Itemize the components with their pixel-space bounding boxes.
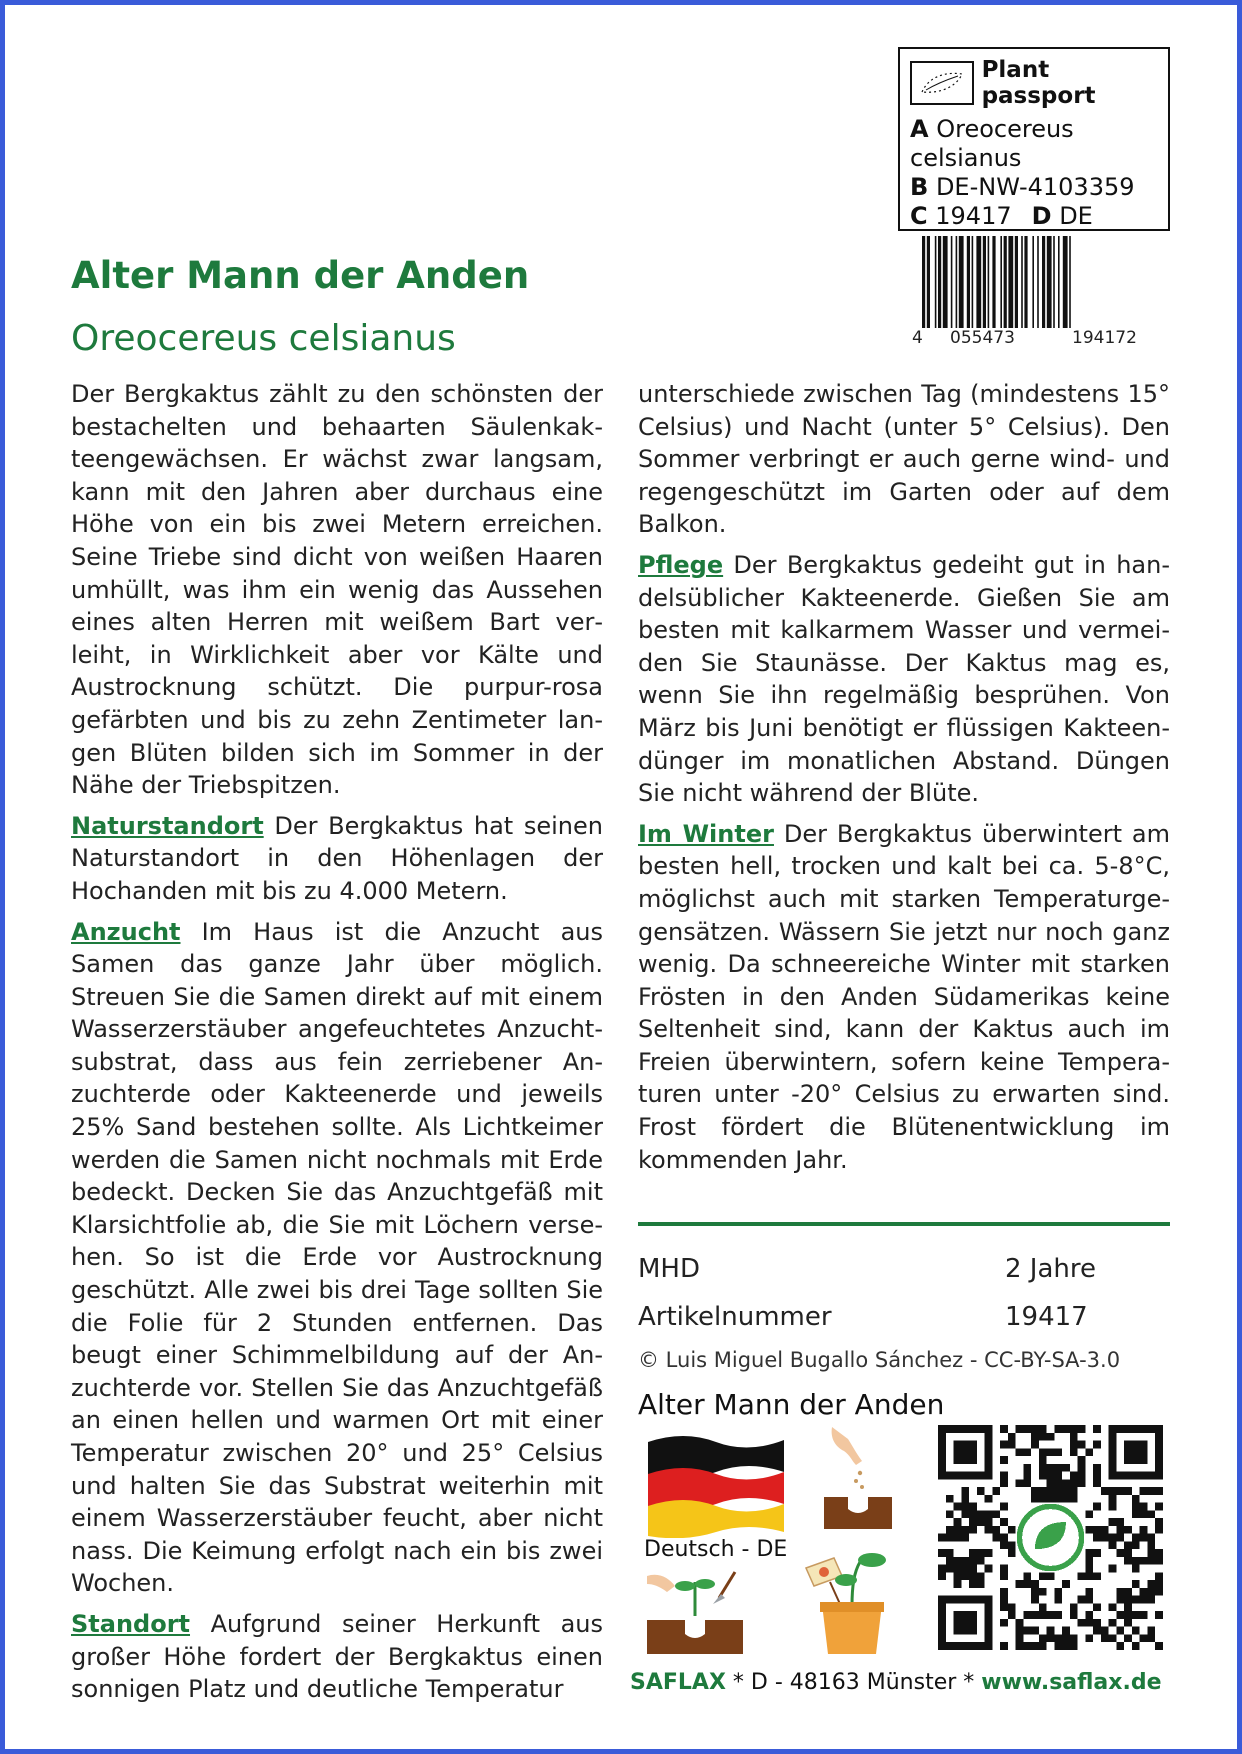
pflege-text: Der Bergkaktus gedeiht gut in handelsüblicher Kakteenerde. Gießen Sie am besten mit kalkarmem Wasser und vermeiden Sie Staunässe. Der Kaktus mag es, wenn Sie ihn regelmäßig besprühen. Von März bis Juni benötigt er flüssigen Kakteendünger im monatlichen Abstand. Düngen Sie nicht während der Blüte. — [638, 550, 1170, 808]
winter-text: Der Bergkaktus überwintert am besten hell, trocken und kalt bei ca. 5-8°C, möglichst auch mit starken Temperaturgegensätzen. Wässern Sie jetzt nur noch ganz wenig. Da schneereiche Winter mit starken Frösten in den Anden Südamerikas keine Seltenheit sind, kann der Kaktus auch im Freien überwintern, sofern keine Temperaturen unter -20° Celsius zu erwarten sind. Frost fördert die Blütenentwicklung im kommenden Jahr. — [638, 819, 1171, 1174]
passport-a-value: Oreocereus — [936, 115, 1074, 143]
barcode-digits-left: 055473 — [950, 328, 1015, 348]
language-label: Deutsch - DE — [644, 1537, 788, 1562]
mhd-row — [638, 1254, 1170, 1284]
intro-paragraph: Der Bergkaktus zählt zu den schönsten der bestachelten und behaarten Säulenkakteengewächsen. Er wächst zwar langsam, kann mit den Jahren aber durchaus eine Höhe von ein bis zwei Metern erreichen. Seine Triebe sind dicht von weißen Haaren umhüllt, was ihm ein wenig das Aussehen eines alten Herren mit weißem Bart verleiht, in Wirklichkeit aber vor Kälte und Austrocknung schützt. Die purpur-rosa gefärbten und bis zu zehn Zentimeter langen Blüten bilden sich im Sommer in der Nähe der Triebspitzen. — [71, 380, 603, 800]
mhd-label: MHD — [638, 1254, 701, 1284]
passport-title: Plant passport — [981, 57, 1096, 109]
pflege-paragraph — [638, 549, 1170, 810]
article-number-label: Artikelnummer — [638, 1302, 832, 1332]
passport-d-key: D — [1031, 202, 1052, 230]
naturstandort-text: Der Bergkaktus hat seinen Naturstandort in den Höhenlagen der Hochanden mit bis zu 4.000 Metern. — [71, 811, 603, 905]
sowing-hand-icon — [822, 1425, 894, 1535]
text-column-right — [638, 378, 1170, 1184]
passport-c-key: C — [910, 202, 928, 230]
winter-heading: Im Winter — [638, 819, 774, 848]
qr-code[interactable] — [938, 1425, 1163, 1650]
barcode-digits-right: 194172 — [1072, 328, 1137, 348]
product-title: Alter Mann der Anden — [71, 254, 530, 297]
anzucht-heading: Anzucht — [71, 917, 181, 946]
standort-heading: Standort — [71, 1609, 191, 1638]
passport-c-value: 19417 — [935, 202, 1012, 230]
standort-text: Aufgrund seiner Herkunft aus großer Höhe fordert der Bergkaktus einen sonnigen Platz und deutliche Temperatur — [71, 1609, 603, 1704]
footer — [630, 1670, 1162, 1695]
winter-paragraph — [638, 818, 1170, 1177]
mhd-value: 2 Jahre — [1005, 1254, 1096, 1284]
website-link[interactable]: www.saflax.de — [981, 1670, 1162, 1695]
text-column-left — [71, 378, 603, 1714]
standort-paragraph — [71, 1608, 603, 1706]
naturstandort-paragraph — [71, 810, 603, 908]
article-number-row — [638, 1302, 1170, 1332]
passport-d-value: DE — [1059, 202, 1093, 230]
anzucht-paragraph — [71, 916, 603, 1600]
barcode-digit-prefix: 4 — [912, 328, 923, 348]
passport-a-key: A — [910, 115, 929, 143]
german-flag-icon — [644, 1432, 786, 1538]
product-latin-name: Oreocereus celsianus — [71, 318, 456, 359]
article-number-value: 19417 — [1005, 1302, 1088, 1332]
planting-seedling-icon — [645, 1568, 745, 1656]
potted-seedling-icon — [800, 1546, 892, 1656]
passport-b-key: B — [910, 173, 929, 201]
plant-passport — [898, 47, 1170, 231]
passport-b-value: DE-NW-4103359 — [935, 173, 1135, 201]
pflege-heading: Pflege — [638, 550, 724, 579]
footer-address: * D - 48163 Münster * — [725, 1670, 982, 1695]
divider — [638, 1222, 1170, 1226]
bottom-title: Alter Mann der Anden — [638, 1388, 945, 1421]
photo-credit: © Luis Miguel Bugallo Sánchez - CC-BY-SA-3.0 — [638, 1348, 1121, 1372]
brand-name: SAFLAX — [630, 1670, 726, 1695]
passport-a-value-cont: celsianus — [910, 144, 1022, 172]
eu-organic-leaf-icon — [910, 61, 974, 105]
anzucht-text: Im Haus ist die Anzucht aus Samen das ganze Jahr über möglich. Streuen Sie die Samen direkt auf mit einem Wasserzerstäuber angefeuchtetes Anzuchtsubstrat, dass aus fein zerriebener Anzuchterde oder Kakteenerde und jeweils 25% Sand bestehen sollte. Als Lichtkeimer werden die Samen nicht nochmals mit Erde bedeckt. Decken Sie das Anzuchtgefäß mit Klarsichtfolie ab, die Sie mit Löchern versehen. So ist die Erde vor Austrocknung geschützt. Alle zwei bis drei Tage sollten Sie die Folie für 2 Stunden entfernen. Das beugt einer Schimmelbildung auf der Anzuchterde vor. Stellen Sie das Anzuchtgefäß an einen hellen und warmen Ort mit einer Temperatur zwischen 20° und 25° Celsius und halten Sie das Substrat weiterhin mit einem Wasserzerstäuber feucht, aber nicht nass. Die Keimung erfolgt nach ein bis zwei Wochen. — [71, 917, 603, 1598]
standort-continued: unterschiede zwischen Tag (mindestens 15° Celsius) und Nacht (unter 5° Celsius). Den Sommer verbringt er auch gerne wind- und regengeschützt im Garten oder auf dem Balkon. — [638, 380, 1170, 539]
barcode — [912, 236, 1170, 348]
naturstandort-heading: Naturstandort — [71, 811, 264, 840]
